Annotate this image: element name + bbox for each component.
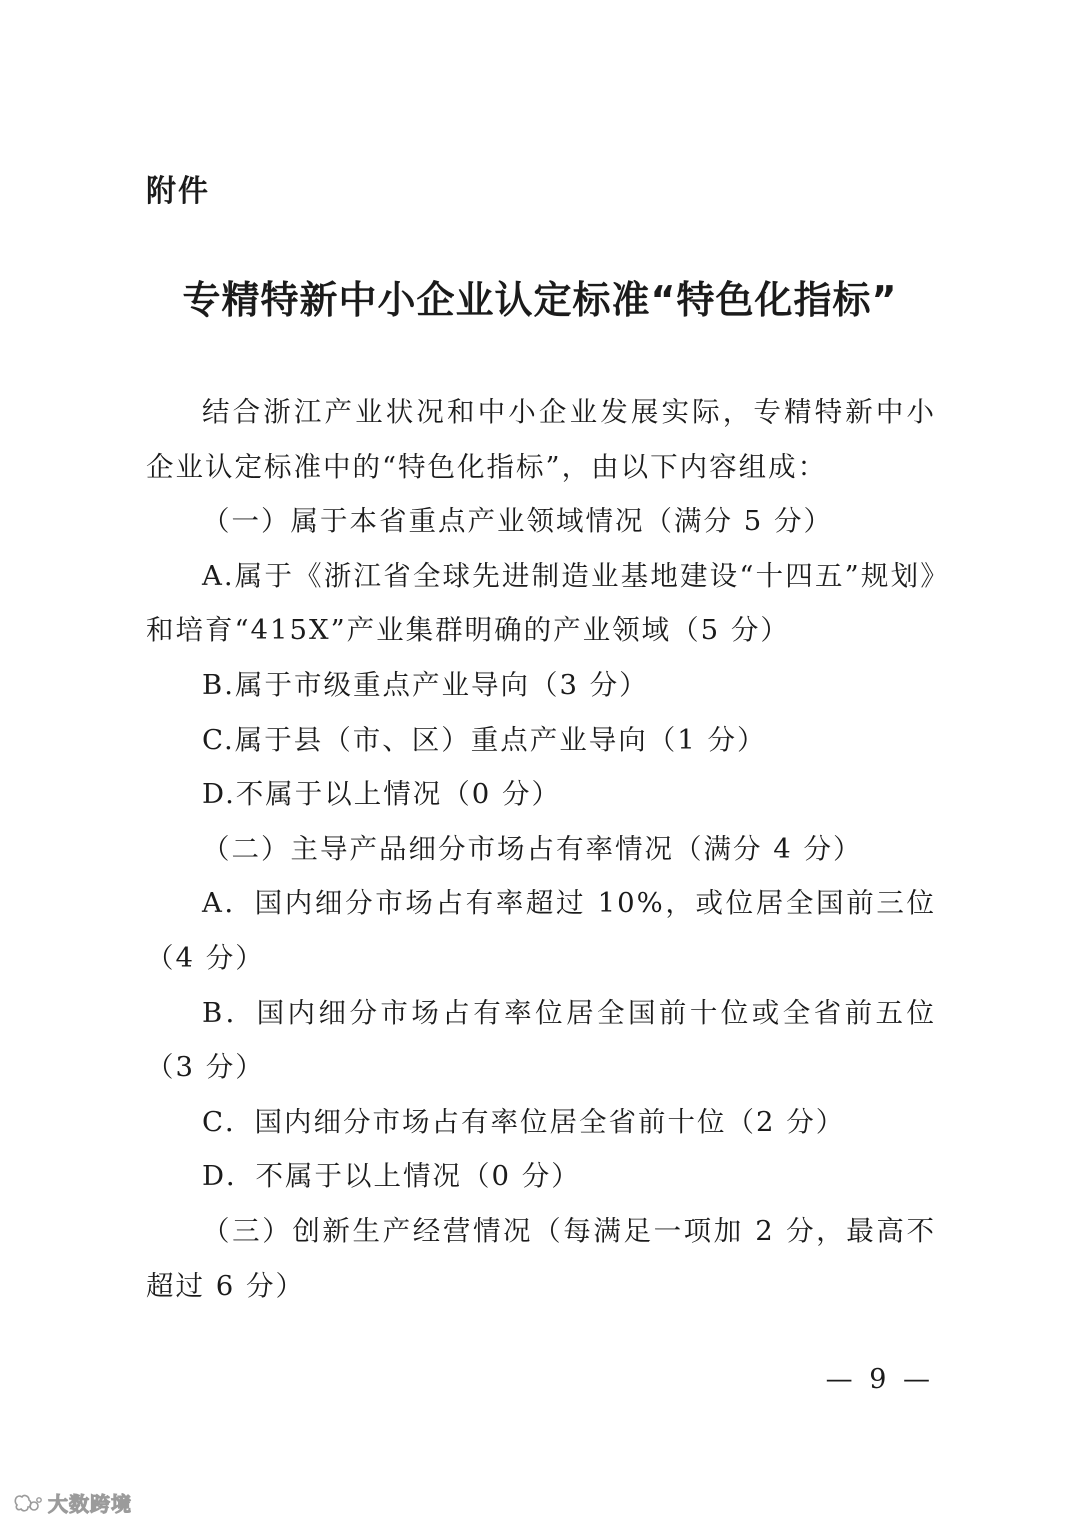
section-1-item-a: A.属于《浙江省全球先进制造业基地建设“十四五”规划》和培育“415X”产业集群明确的产业领域（5 分）: [146, 559, 936, 647]
watermark-logo-icon: [12, 1492, 42, 1514]
watermark-text: 大数跨境: [48, 1492, 132, 1516]
section-1-heading: （一）属于本省重点产业领域情况（满分 5 分）: [202, 505, 833, 538]
section-3-heading: （三）创新生产经营情况（每满足一项加 2 分，最高不超过 6 分）: [146, 1214, 936, 1302]
intro-paragraph: 结合浙江产业状况和中小企业发展实际，专精特新中小企业认定标准中的“特色化指标”，由以下内容组成：: [146, 396, 936, 483]
section-1-item-b: B.属于市级重点产业导向（3 分）: [202, 668, 649, 701]
attachment-label: 附件: [146, 174, 210, 209]
page-number: — 9 —: [825, 1364, 934, 1395]
section-2-heading: （二）主导产品细分市场占有率情况（满分 4 分）: [202, 832, 863, 865]
section-2-item-a: A．国内细分市场占有率超过 10%，或位居全国前三位（4 分）: [146, 887, 936, 974]
document-title: 专精特新中小企业认定标准“特色化指标”: [182, 278, 898, 322]
section-1-item-d: D.不属于以上情况（0 分）: [202, 778, 562, 811]
section-2-item-d: D．不属于以上情况（0 分）: [202, 1160, 581, 1193]
section-2-item-c: C．国内细分市场占有率位居全省前十位（2 分）: [202, 1105, 846, 1138]
section-1-item-c: C.属于县（市、区）重点产业导向（1 分）: [202, 723, 767, 756]
watermark: [12, 1488, 132, 1517]
document-body: [146, 385, 936, 1313]
section-2-item-b: B．国内细分市场占有率位居全国前十位或全省前五位（3 分）: [146, 996, 936, 1084]
